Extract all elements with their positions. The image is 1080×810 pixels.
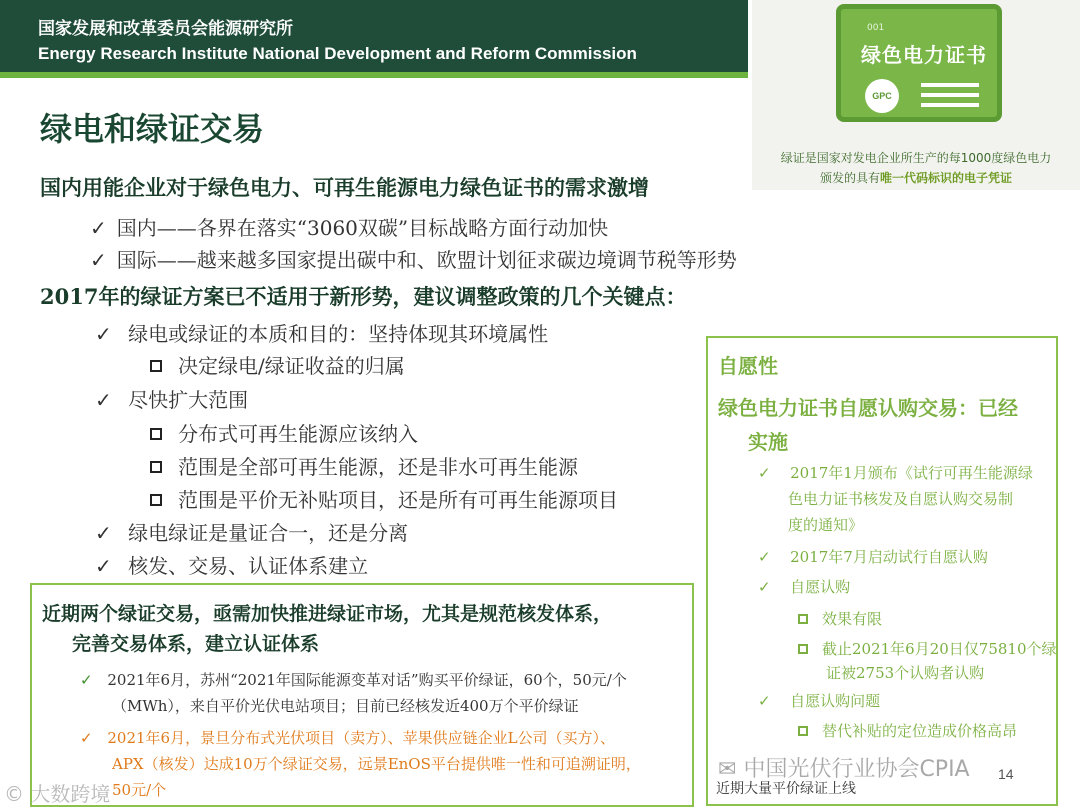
list-item: ✓ 核发、交易、认证体系建立: [95, 554, 369, 578]
list-item-cont: APX（核发）达成10万个绿证交易，远景EnOS平台提供唯一性和可追溯证明，: [112, 755, 641, 773]
list-item: ✓ 自愿认购: [758, 578, 851, 596]
square-bullet-icon: [150, 360, 162, 372]
list-item: ✓ 国际——越来越多国家提出碳中和、欧盟计划征求碳边境调节税等形势: [90, 248, 737, 272]
square-bullet-icon: [798, 614, 808, 624]
check-icon: ✓: [95, 322, 112, 346]
check-icon: ✓: [758, 548, 771, 566]
check-icon: ✓: [758, 464, 771, 482]
wechat-icon: ✉: [718, 757, 737, 782]
recent-trades-box: [30, 583, 694, 807]
list-item: ✓ 自愿认购问题: [758, 692, 881, 710]
header-bar: [0, 0, 748, 72]
check-icon: ✓: [80, 671, 93, 689]
bottom-watermark: © 大数跨境: [4, 782, 111, 806]
note-line: 近期大量平价绿证上线: [716, 781, 856, 797]
square-bullet-icon: [798, 644, 808, 654]
list-item-cont: 50元/个: [112, 781, 167, 799]
check-icon: ✓: [90, 248, 107, 272]
list-item: ✓ 2017年1月颁布《试行可再生能源绿: [758, 464, 1033, 482]
square-bullet-icon: [798, 726, 808, 736]
list-item-cont: 度的通知》: [788, 516, 864, 534]
list-subitem: 决定绿电/绿证收益的归属: [150, 350, 405, 379]
certificate-lines-icon: [921, 83, 979, 113]
list-subitem: 范围是平价无补贴项目，还是所有可再生能源项目: [150, 484, 618, 513]
list-subitem: 截止2021年6月20日仅75810个绿: [798, 638, 1057, 659]
check-icon: ✓: [80, 729, 93, 747]
certificate-number: 001: [867, 23, 885, 33]
org-name-cn: 国家发展和改革委员会能源研究所: [38, 19, 293, 39]
org-name-en: Energy Research Institute National Development and Reform Commission: [38, 44, 637, 63]
recent-trades-heading-cont: 完善交易体系，建立认证体系: [72, 633, 320, 655]
check-icon: ✓: [758, 692, 771, 710]
list-subitem: 范围是全部可再生能源，还是非水可再生能源: [150, 451, 578, 480]
list-item-cont: 色电力证书核发及自愿认购交易制: [788, 490, 1014, 508]
list-subitem: 效果有限: [798, 608, 882, 629]
voluntary-subheading: 绿色电力证书自愿认购交易：已经: [718, 396, 1018, 420]
section2-heading: 2017年的绿证方案已不适用于新形势，建议调整政策的几个关键点：: [40, 284, 687, 309]
list-item: ✓ 2017年7月启动试行自愿认购: [758, 548, 988, 566]
section1-heading: 国内用能企业对于绿色电力、可再生能源电力绿色证书的需求激增: [40, 175, 649, 200]
list-item-cont: （MWh），来自平价光伏电站项目；目前已经核发近400万个平价绿证: [112, 697, 579, 715]
check-icon: ✓: [95, 521, 112, 545]
certificate-title: 绿色电力证书: [861, 43, 987, 67]
certificate-caption: 绿证是国家对发电企业所生产的每1000度绿色电力 颁发的具有唯一代码标识的电子凭证: [780, 151, 1052, 185]
wechat-watermark: ✉ 中国光伏行业协会CPIA: [718, 757, 970, 782]
list-subitem: 分布式可再生能源应该纳入: [150, 418, 418, 447]
square-bullet-icon: [150, 494, 162, 506]
check-icon: ✓: [758, 578, 771, 596]
square-bullet-icon: [150, 461, 162, 473]
check-icon: ✓: [95, 554, 112, 578]
watermark-logo-icon: ©: [4, 782, 24, 806]
voluntary-box: [706, 336, 1058, 806]
gpc-logo-icon: GPC: [865, 79, 899, 113]
square-bullet-icon: [150, 428, 162, 440]
check-icon: ✓: [95, 388, 112, 412]
page-title: 绿电和绿证交易: [40, 110, 265, 148]
certificate-card: [836, 4, 1002, 122]
recent-trades-heading: 近期两个绿证交易，亟需加快推进绿证市场，尤其是规范核发体系，: [42, 603, 613, 625]
list-subitem-cont: 证被2753个认购者认购: [826, 664, 985, 682]
list-item: ✓ 2021年6月，景旦分布式光伏项目（卖方）、苹果供应链企业L公司（买方）、: [80, 729, 616, 747]
check-icon: ✓: [90, 216, 107, 240]
list-item: ✓ 2021年6月，苏州“2021年国际能源变革对话”购买平价绿证，60个，50元/个: [80, 671, 627, 689]
header-accent-strip: [0, 72, 748, 78]
list-item: ✓ 绿电绿证是量证合一，还是分离: [95, 521, 409, 545]
voluntary-heading: 自愿性: [718, 354, 778, 378]
certificate-figure: [752, 0, 1080, 190]
list-item: ✓ 尽快扩大范围: [95, 388, 249, 412]
list-subitem: 替代补贴的定位造成价格高昂: [798, 720, 1017, 741]
page-number: 14: [998, 766, 1014, 782]
voluntary-subheading-cont: 实施: [748, 430, 788, 454]
list-item: ✓ 绿电或绿证的本质和目的：坚持体现其环境属性: [95, 322, 549, 346]
list-item: ✓ 国内——各界在落实“3060双碳”目标战略方面行动加快: [90, 216, 609, 240]
